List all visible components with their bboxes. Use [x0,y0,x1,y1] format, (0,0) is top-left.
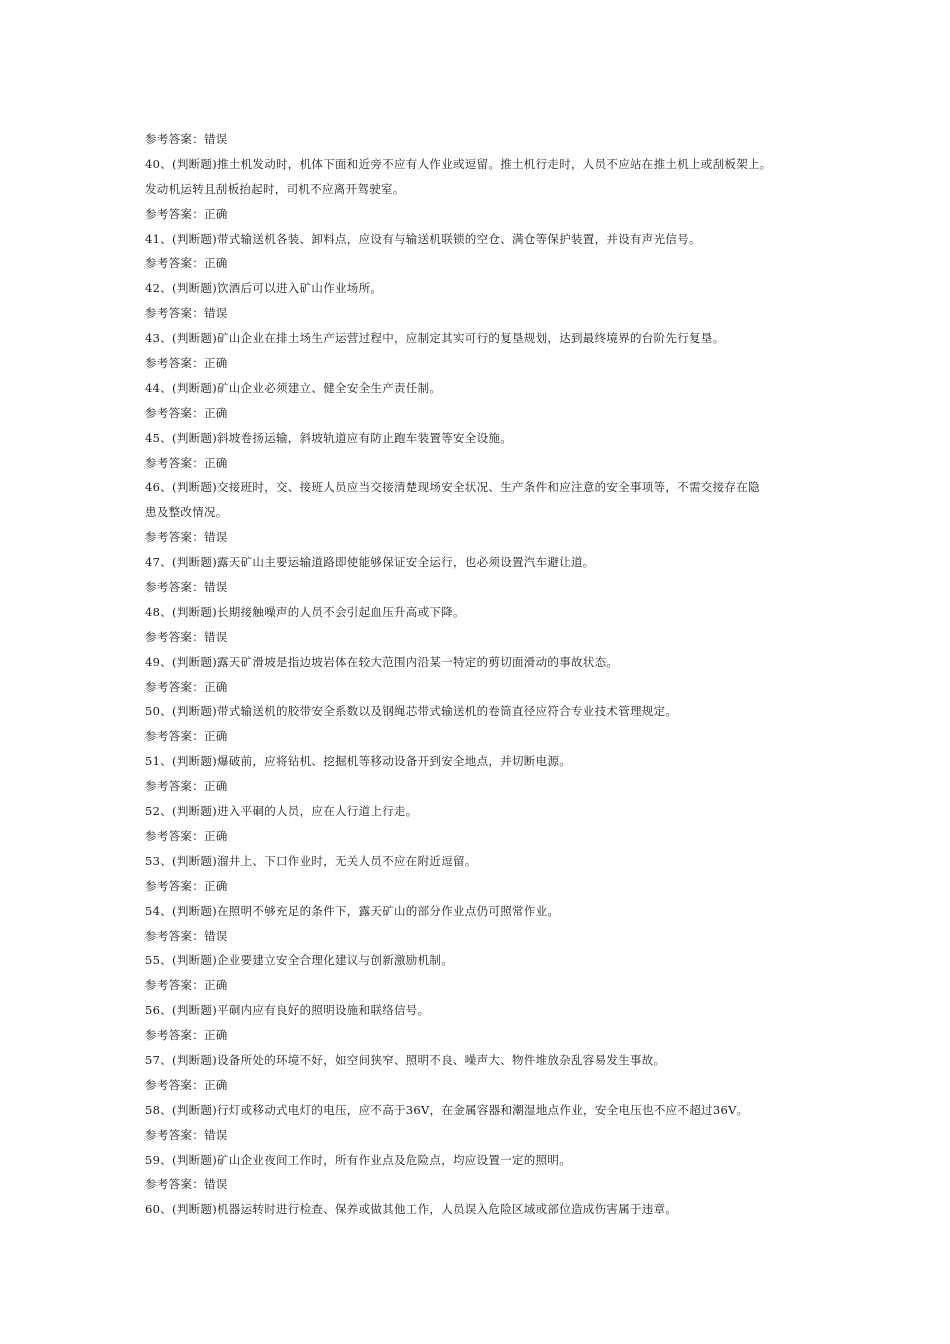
question-item [145,1148,825,1198]
question-item [145,799,825,849]
answer-line: 参考答案：错误 [145,928,228,943]
answer-line: 参考答案：错误 [145,132,228,146]
answer-line: 参考答案：错误 [145,306,228,321]
question-text: 42、(判断题)饮酒后可以进入矿山作业场所。 [145,281,383,296]
question-item [145,1098,825,1148]
question-text: 59、(判断题)矿山企业夜间工作时，所有作业点及危险点，均应设置一定的照明。 [145,1152,572,1167]
answer-line: 参考答案：错误 [145,1177,228,1192]
question-item [145,326,825,376]
question-text: 发动机运转且刮板抬起时，司机不应离开驾驶室。 [145,181,405,196]
answer-line: 参考答案：正确 [145,729,228,744]
answer-line: 参考答案：错误 [145,1127,228,1142]
question-text: 46、(判断题)交接班时，交、接班人员应当交接清楚现场安全状况、生产条件和应注意的安全事项等，不需交接存在隐 [145,480,760,495]
answer-line: 参考答案：正确 [145,206,228,221]
question-item [145,699,825,749]
answer-line: 参考答案：正确 [145,828,228,843]
question-item [145,600,825,650]
question-item [145,749,825,799]
answer-line: 参考答案：正确 [145,455,228,470]
answer-line: 参考答案：正确 [145,256,228,271]
question-item [145,276,825,326]
question-item [145,1048,825,1098]
question-text: 45、(判断题)斜坡卷扬运输，斜坡轨道应有防止跑车装置等安全设施。 [145,430,513,445]
question-text: 患及整改情况。 [145,505,228,520]
question-list [145,152,825,1222]
answer-line: 参考答案：错误 [145,530,228,545]
question-text: 43、(判断题)矿山企业在排土场生产运营过程中，应制定其实可行的复垦规划，达到最终境界的台阶先行复垦。 [145,331,725,346]
question-item [145,227,825,277]
question-text: 50、(判断题)带式输送机的胶带安全系数以及钢绳芯带式输送机的卷筒直径应符合专业技术管理规定。 [145,704,678,719]
answer-line: 参考答案：正确 [145,1077,228,1092]
question-text: 40、(判断题)推土机发动时，机体下面和近旁不应有人作业或逗留。推土机行走时，人员不应站在推土机上或刮板架上。 [145,156,772,171]
question-text: 47、(判断题)露天矿山主要运输道路即使能够保证安全运行，也必须设置汽车避让道。 [145,555,595,570]
answer-line: 参考答案：正确 [145,356,228,371]
question-text: 57、(判断题)设备所处的环境不好，如空间狭窄、照明不良、噪声大、物件堆放杂乱容易发生事故。 [145,1052,666,1067]
question-text: 60、(判断题)机器运转时进行检查、保养或做其他工作，人员误入危险区域或部位造成伤害属于违章。 [145,1202,678,1217]
question-text: 48、(判断题)长期接触噪声的人员不会引起血压升高或下降。 [145,604,465,619]
question-item [145,849,825,899]
question-item [145,475,825,550]
question-text: 58、(判断题)行灯或移动式电灯的电压，应不高于36V，在金属容器和潮湿地点作业，安全电压也不应不超过36V。 [145,1102,749,1117]
question-text: 41、(判断题)带式输送机各装、卸料点，应设有与输送机联锁的空仓、满仓等保护装置，并设有声光信号。 [145,231,701,246]
document-body [145,127,825,1222]
answer-line: 参考答案：错误 [145,629,228,644]
question-item [145,376,825,426]
question-text: 54、(判断题)在照明不够充足的条件下，露天矿山的部分作业点仍可照常作业。 [145,903,560,918]
question-item [145,426,825,476]
question-text: 52、(判断题)进入平硐的人员，应在人行道上行走。 [145,804,418,819]
question-item [145,1197,825,1222]
question-text: 55、(判断题)企业要建立安全合理化建议与创新激励机制。 [145,953,454,968]
question-item [145,948,825,998]
answer-line: 参考答案：正确 [145,878,228,893]
question-item [145,650,825,700]
answer-line: 参考答案：错误 [145,580,228,595]
answer-line: 参考答案：正确 [145,779,228,794]
answer-line: 参考答案：正确 [145,679,228,694]
question-text: 49、(判断题)露天矿滑坡是指边坡岩体在较大范围内沿某一特定的剪切面滑动的事故状态。 [145,654,619,669]
question-item [145,899,825,949]
question-text: 56、(判断题)平硐内应有良好的照明设施和联络信号。 [145,1003,430,1018]
question-item [145,550,825,600]
question-item [145,152,825,227]
question-item [145,998,825,1048]
answer-line: 参考答案：正确 [145,978,228,993]
question-text: 51、(判断题)爆破前，应将钻机、挖掘机等移动设备开到安全地点，并切断电源。 [145,754,572,769]
answer-line: 参考答案：正确 [145,405,228,420]
question-text: 53、(判断题)溜井上、下口作业时，无关人员不应在附近逗留。 [145,853,477,868]
question-text: 44、(判断题)矿山企业必须建立、健全安全生产责任制。 [145,380,442,395]
answer-line: 参考答案：正确 [145,1028,228,1043]
